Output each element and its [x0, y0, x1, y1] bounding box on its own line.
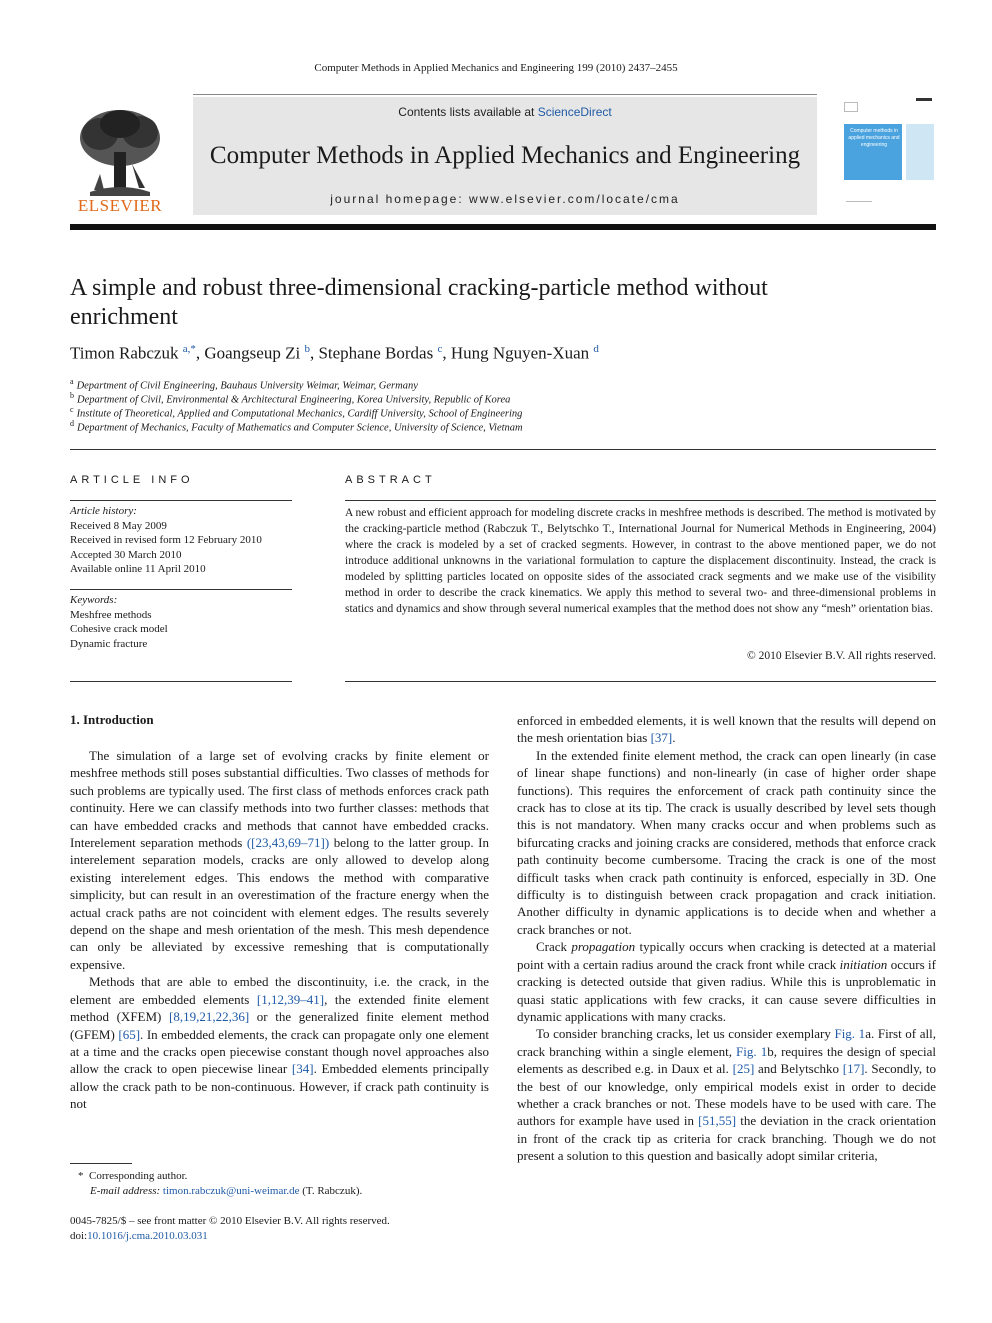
text: To consider branching cracks, let us consider exemplary	[536, 1026, 835, 1042]
author-name: Hung Nguyen-Xuan	[450, 343, 590, 363]
citation-link[interactable]: [34]	[291, 1061, 314, 1077]
paragraph: In the extended finite element method, the crack can open linearly (in case of linear shape functions) and non-linearly (in case of higher order shape functions). This requires the enforcement of crack path continuity since the crack has to close at its tip. The crack is usually described by level sets though this is not mandatory. When many cracks occur and when problems such as bifurcating cracks and joining cracks are considered, methods that enforce crack path continuity become cumbersome. Tracing the crack is one of the most difficult tasks when crack path continuity is enforced, especially in 3D. One difficulty is to distinguish between crack propagation and crack initiation. Another difficulty in dynamic applications is to decide when and whether a crack branches or not.	[517, 747, 936, 937]
divider	[345, 500, 936, 501]
copyright: © 2010 Elsevier B.V. All rights reserved.	[747, 650, 936, 662]
article-info-heading: ARTICLE INFO	[70, 474, 194, 486]
text: b, requires the design of special elements as described e.g. in Daux et al.	[517, 1043, 937, 1077]
author-name: Timon Rabczuk	[70, 343, 179, 363]
masthead	[193, 97, 817, 215]
citation-link[interactable]: [51,55]	[698, 1113, 737, 1129]
corresponding-author-note	[70, 1169, 489, 1184]
left-column	[70, 747, 489, 1113]
divider	[70, 500, 292, 501]
issn-line: 0045-7825/$ – see front matter © 2010 Elsevier B.V. All rights reserved.	[70, 1215, 390, 1227]
citation-link[interactable]: [17]	[842, 1061, 865, 1077]
citation-link[interactable]: [1,12,39–41]	[256, 991, 325, 1007]
email-link[interactable]: timon.rabczuk@uni-weimar.de	[162, 1185, 300, 1197]
paragraph	[517, 1025, 936, 1164]
cover-logo	[846, 194, 872, 202]
sciencedirect-link[interactable]: ScienceDirect	[537, 105, 612, 119]
figure-link[interactable]: Fig. 1	[736, 1043, 768, 1059]
doi-line	[70, 1229, 489, 1244]
text: , the extended finite element method (XFEM)	[70, 991, 489, 1025]
footnote-text: Corresponding author.	[89, 1170, 188, 1182]
divider	[70, 681, 292, 682]
cover-tree-icon	[844, 102, 858, 112]
contents-prefix: Contents lists available at	[398, 105, 538, 119]
figure-link[interactable]: Fig. 1	[834, 1026, 866, 1042]
author-affiliation-marker[interactable]: d	[593, 343, 599, 355]
citation-link[interactable]: [37]	[650, 730, 673, 746]
text: a. First of all, crack branching within a single element,	[517, 1026, 936, 1059]
affiliation-text: Department of Mechanics, Faculty of Mathematics and Computer Science, University of Science, Vietnam	[77, 422, 523, 434]
affiliation	[70, 377, 870, 392]
header-thick-rule	[70, 224, 936, 230]
author-name: Stephane Bordas	[318, 343, 434, 363]
paragraph	[517, 938, 936, 1025]
keyword: Dynamic fracture	[70, 637, 148, 650]
affiliation-marker: d	[70, 419, 74, 428]
email-note	[70, 1184, 489, 1199]
affiliation-text: Department of Civil Engineering, Bauhaus University Weimar, Weimar, Germany	[76, 380, 418, 392]
affiliation	[70, 405, 870, 420]
affiliation-marker: c	[70, 405, 74, 414]
history-item: Accepted 30 March 2010	[70, 548, 182, 561]
affiliation-text: Department of Civil, Environmental & Architectural Engineering, Korea University, Republic of Korea	[77, 394, 511, 406]
author-affiliation-marker[interactable]: b	[304, 343, 310, 355]
right-column	[517, 712, 936, 1165]
doi-label: doi:	[70, 1229, 88, 1242]
footnote	[70, 1169, 489, 1199]
keyword: Cohesive crack model	[70, 623, 168, 635]
article-history	[70, 504, 292, 577]
text: the deviation in the crack orientation in front of the crack tip as criteria for crack branching. Though we do not present a solution to this question and basically adopt similar criteria,	[517, 1113, 936, 1164]
journal-cover-icon	[842, 96, 936, 214]
masthead-top-rule	[193, 94, 817, 95]
history-item: Received in revised form 12 February 2010	[70, 534, 262, 546]
affiliation	[70, 391, 870, 406]
citation-link[interactable]: [25]	[732, 1061, 755, 1077]
divider	[70, 589, 292, 590]
author-list: Timon Rabczuk $^{a,*}$, Goangseup Zi $^b$, Stephane Bordas $^c$, Hung Nguyen-Xuan $^d$	[70, 343, 599, 363]
paragraph	[70, 747, 489, 973]
journal-reference: Computer Methods in Applied Mechanics and Engineering 199 (2010) 2437–2455	[314, 62, 678, 74]
text: occurs if cracking is detected outside that given radius. While this is unproblematic in quasi static applications with few cracks, it can cause severe difficulties in dynamic applications with many cracks.	[517, 956, 936, 1024]
citation-link[interactable]: [8,19,21,22,36]	[169, 1009, 250, 1025]
email-suffix: (T. Rabczuk).	[299, 1185, 363, 1197]
author-affiliation-marker[interactable]: a,*	[182, 343, 196, 355]
cover-side-panel	[906, 124, 934, 180]
citation-link[interactable]: ([23,43,69–71])	[246, 835, 330, 851]
doi-link[interactable]: 10.1016/j.cma.2010.03.031	[87, 1229, 208, 1242]
keyword: Meshfree methods	[70, 608, 152, 621]
cover-mark	[916, 98, 932, 101]
footnote-rule	[70, 1163, 132, 1164]
author-affiliation-marker[interactable]: c	[437, 343, 443, 355]
text: enforced in embedded elements, it is well known that the results will depend on the mesh orientation bias	[517, 713, 936, 746]
history-label: Article history:	[70, 505, 137, 517]
text: typically occurs when cracking is detected at a material point with a certain radius around the crack front while crack	[517, 939, 936, 972]
text: Crack	[536, 939, 572, 955]
emphasis: propagation	[571, 939, 636, 955]
footnote-marker: *	[78, 1170, 84, 1182]
author-name: Goangseup Zi	[204, 343, 301, 363]
text: and Belytschko	[754, 1061, 843, 1077]
affiliation-marker: b	[70, 391, 74, 400]
keywords-label: Keywords:	[70, 594, 118, 606]
article-title: A simple and robust three-dimensional cracking-particle method without enrichment	[70, 275, 768, 330]
cover-title: Computer methods in applied mechanics and engineering	[848, 128, 900, 148]
text: or the generalized finite element method (GFEM)	[70, 1009, 490, 1042]
section-heading: 1. Introduction	[70, 712, 154, 727]
email-label: E-mail address:	[90, 1185, 163, 1197]
divider	[345, 681, 936, 682]
text: . In embedded elements, the crack can propagate only one element at a time and the cracks open piecewise constant though novel approaches also allow the crack to open piecewise linear	[70, 1026, 490, 1077]
history-item: Received 8 May 2009	[70, 519, 167, 532]
journal-title: Computer Methods in Applied Mechanics and Engineering	[209, 142, 801, 169]
journal-homepage[interactable]: journal homepage: www.elsevier.com/locate/cma	[330, 192, 680, 206]
affiliation-text: Institute of Theoretical, Applied and Computational Mechanics, Cardiff University, School of Engineering	[76, 408, 523, 420]
affiliation-marker: a	[70, 377, 74, 386]
paragraph	[70, 973, 489, 1112]
divider	[70, 449, 936, 450]
text: .	[672, 730, 676, 746]
text: belong to the latter group. In interelement separation models, cracks are only allowed to develop along existing interelement edges. This endows the method with comparative simplicity, but can result in an overestimation of the fracture energy when the actual crack paths are not coincident with element edges. The results severely depend on the shape and mesh orientation of the mesh. This mesh dependence can only be alleviated by excessive remeshing that is computationally expensive.	[70, 835, 489, 972]
affiliation	[70, 419, 870, 434]
citation-link[interactable]: [65]	[118, 1026, 141, 1042]
page-footer	[70, 1214, 489, 1243]
abstract-heading: ABSTRACT	[345, 474, 436, 486]
text: The simulation of a large set of evolving cracks by finite element or meshfree methods still poses substantial difficulties. Two classes of methods for such problems are typically used. The first class of methods enforces crack path continuity. Here we can classify methods into two further classes: methods that can have embedded cracks and methods that cannot have embedded cracks. Interelement separation methods	[70, 748, 489, 851]
keywords	[70, 593, 292, 651]
emphasis: initiation	[839, 956, 888, 972]
paragraph	[517, 712, 936, 747]
contents-line	[193, 105, 817, 119]
abstract-text: A new robust and efficient approach for modeling discrete cracks in meshfree methods is described. The method is motivated by the cracking-particle method (Rabczuk T., Belytschko T., International Journal for Numerical Methods in Engineering, 2004) where the crack is modeled by a set of cracked segments. However, in contrast to the above mentioned paper, we do not introduce additional unknowns in the variational formulation to capture the displacement discontinuity. Instead, the crack is modeled by splitting particles located on opposite sides of the associated crack segments and we make use of the visibility method in order to describe the crack kinematics. We apply this method to several two- and three-dimensional problems in statics and dynamics and show through several numerical examples that the method does not show any “mesh” orientation bias.	[345, 507, 937, 615]
text: Methods that are able to embed the discontinuity, i.e. the crack, in the element are embedded elements	[70, 974, 489, 1007]
publisher-name: ELSEVIER	[77, 196, 163, 215]
history-item: Available online 11 April 2010	[70, 563, 206, 575]
text: . Secondly, to the best of our knowledge, only empirical models exist in order to decide whether a crack branches or not. These models have to be used with care. The authors for example have used in	[517, 1061, 936, 1129]
text: . Embedded elements principally allow the crack path to be non-continuous. However, if crack path continuity is not	[70, 1061, 489, 1112]
